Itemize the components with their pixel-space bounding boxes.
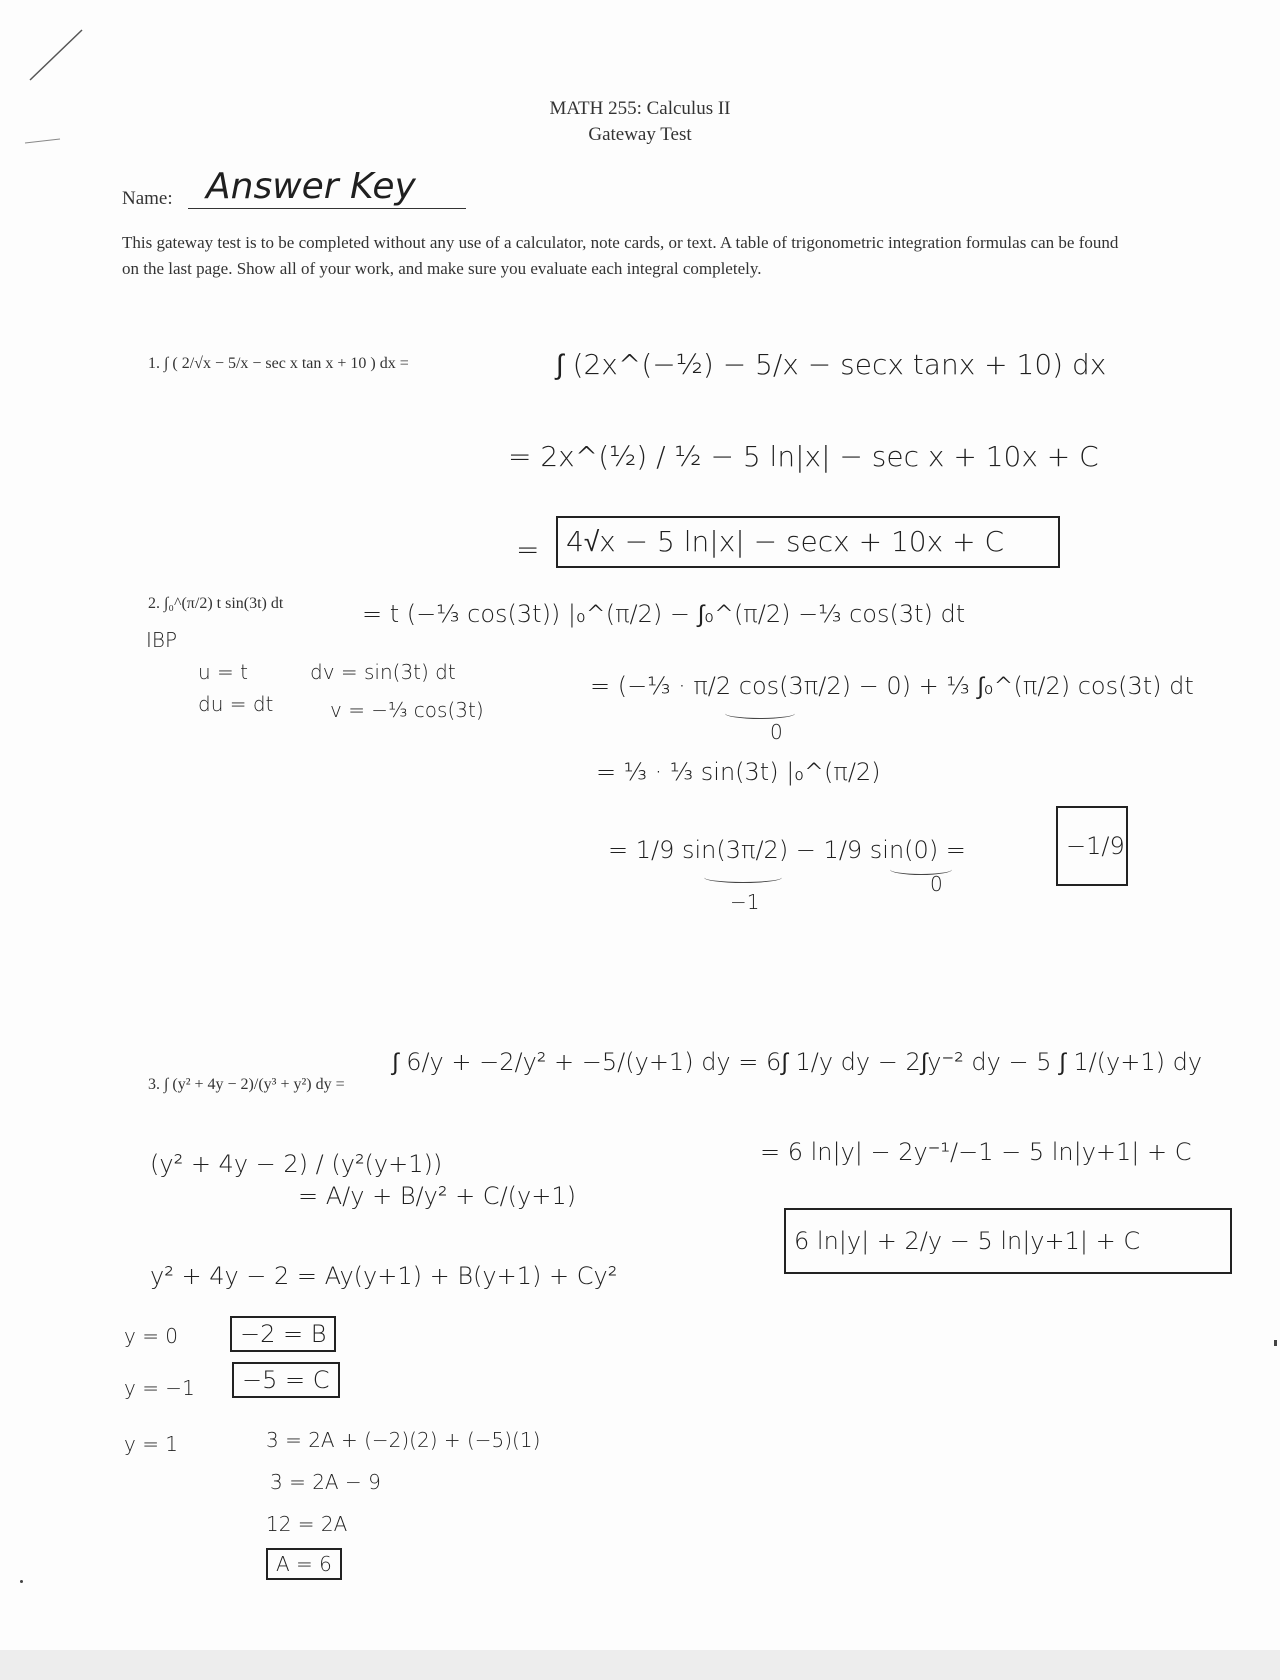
ibp-v: v = −⅓ cos(3t) [330, 698, 484, 722]
sub-y1-line-3: 12 = 2A [266, 1512, 348, 1536]
instructions: This gateway test is to be completed without any use of a calculator, note cards, or text. A table of trigonometric integration formulas can be found on the last page. Show all of your work, and make sure you evaluate each integral completely. [122, 233, 1119, 278]
ibp-du: du = dt [198, 692, 274, 716]
ibp-dv: dv = sin(3t) dt [310, 660, 456, 684]
problem-2-line-2: = (−⅓ · π/2 cos(3π/2) − 0) + ⅓ ∫₀^(π/2) cos(3t) dt [590, 672, 1194, 700]
problem-2-line-1: = t (−⅓ cos(3t)) |₀^(π/2) − ∫₀^(π/2) −⅓ cos(3t) dt [362, 600, 966, 628]
sub-y1-line-1: 3 = 2A + (−2)(2) + (−5)(1) [266, 1428, 541, 1452]
name-label: Name: [122, 188, 173, 209]
problem-3-step-1: ∫ 6/y + −2/y² + −5/(y+1) dy = 6∫ 1/y dy − 2∫y⁻² dy − 5 ∫ 1/(y+1) dy [392, 1048, 1203, 1076]
problem-3-step-2: = 6 ln|y| − 2y⁻¹/−1 − 5 ln|y+1| + C [760, 1138, 1192, 1166]
name-value: Answer Key [206, 166, 416, 207]
page-subtitle: Gateway Test [588, 124, 692, 145]
sub-y0-result: −2 = B [230, 1316, 336, 1352]
problem-1-answer-box: 4√x − 5 ln|x| − secx + 10x + C [556, 516, 1060, 568]
scanner-bottom-edge [0, 1650, 1280, 1680]
problem-2-line-3: = ⅓ · ⅓ sin(3t) |₀^(π/2) [596, 758, 881, 786]
page-title: MATH 255: Calculus II [549, 98, 731, 119]
ibp-u: u = t [198, 660, 248, 684]
problem-3-prompt: 3. ∫ (y² + 4y − 2)/(y³ + y²) dy = [148, 1076, 345, 1093]
problem-2-brace-2 [704, 872, 782, 883]
problem-2-answer-box: −1/9 [1056, 806, 1128, 886]
sub-y1-result: A = 6 [266, 1548, 342, 1580]
sub-y1-line-2: 3 = 2A − 9 [270, 1470, 381, 1494]
sub-ym1-label: y = −1 [124, 1376, 195, 1400]
name-underline [188, 208, 466, 209]
problem-2-line-4-note-2: 0 [930, 872, 943, 896]
problem-2-line-4-note-1: −1 [730, 890, 760, 914]
problem-2-brace-1 [725, 708, 795, 719]
sub-y1-label: y = 1 [124, 1432, 179, 1456]
partial-fraction-equation: y² + 4y − 2 = Ay(y+1) + B(y+1) + Cy² [150, 1262, 618, 1290]
problem-1-step-2: = 2x^(½) / ½ − 5 ln|x| − sec x + 10x + C [508, 440, 1099, 473]
scan-speck [20, 1580, 23, 1583]
sub-ym1-result: −5 = C [232, 1362, 340, 1398]
pen-mark [20, 25, 90, 155]
problem-3-answer-box: 6 ln|y| + 2/y − 5 ln|y+1| + C [784, 1208, 1232, 1274]
problem-2-prompt: 2. ∫₀^(π/2) t sin(3t) dt [148, 595, 284, 612]
partial-fraction-rhs: = A/y + B/y² + C/(y+1) [298, 1182, 576, 1210]
problem-1-step-1: ∫ (2x^(−½) − 5/x − secx tanx + 10) dx [556, 348, 1107, 381]
partial-fraction-lhs: (y² + 4y − 2) / (y²(y+1)) [150, 1150, 443, 1178]
problem-1-prompt: 1. ∫ ( 2/√x − 5/x − sec x tan x + 10 ) dx = [148, 355, 409, 372]
problem-2-line-4: = 1/9 sin(3π/2) − 1/9 sin(0) = [608, 836, 966, 864]
problem-1-equals: = [516, 533, 540, 566]
ibp-label: IBP [146, 628, 178, 652]
problem-2-line-2-note: 0 [770, 720, 783, 744]
scan-speck [1274, 1340, 1277, 1346]
sub-y0-label: y = 0 [124, 1324, 179, 1348]
